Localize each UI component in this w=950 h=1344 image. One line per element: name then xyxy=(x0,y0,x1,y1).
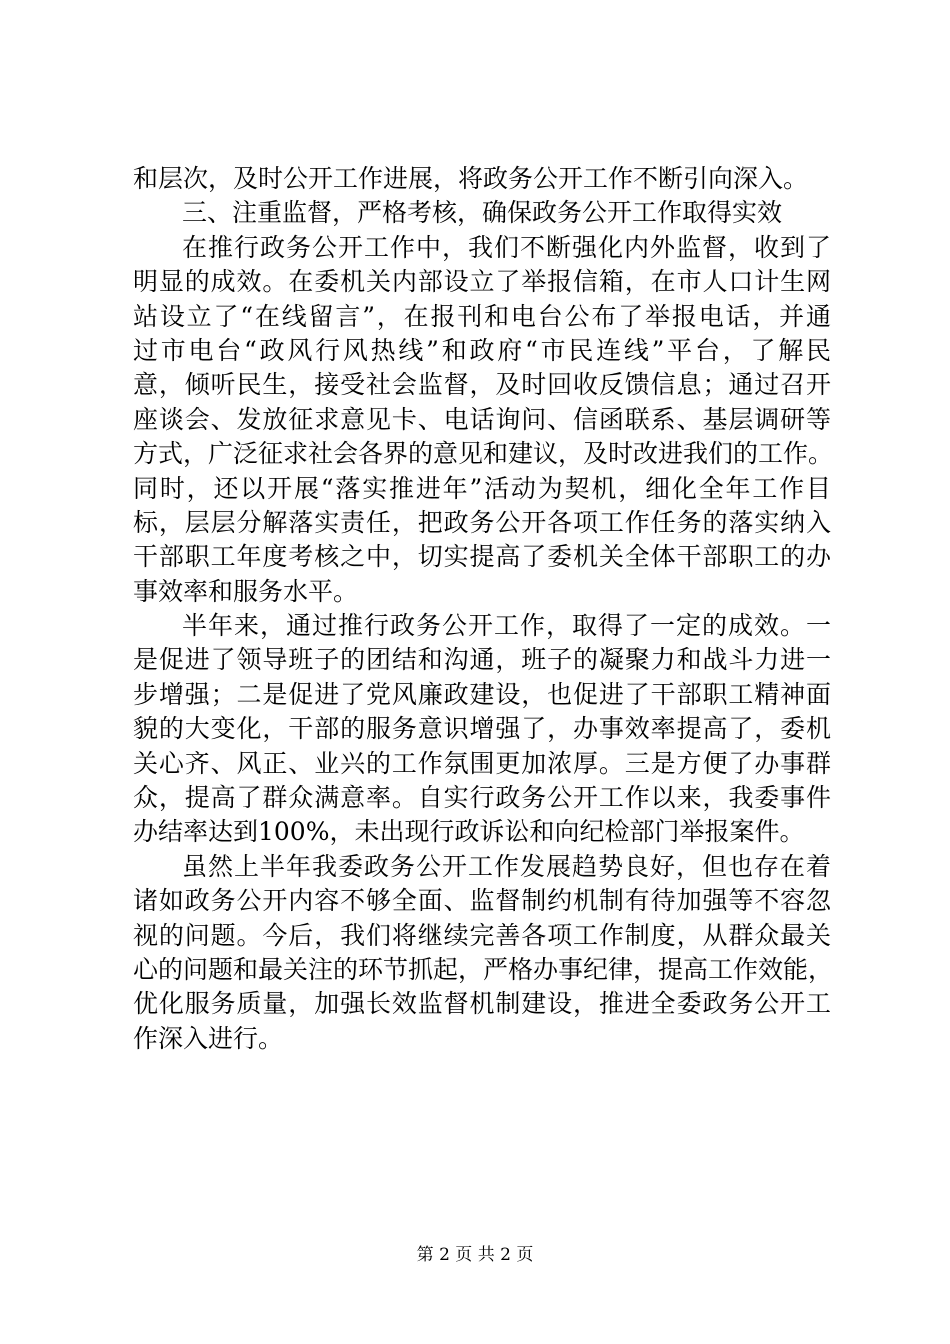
paragraph-line: 站设立了“在线留言”，在报刊和电台公布了举报电话，并通 xyxy=(133,301,831,331)
paragraph-line: 事效率和服务水平。 xyxy=(133,576,359,606)
paragraph-line: 作深入进行。 xyxy=(133,1023,284,1053)
paragraph-line: 步增强；二是促进了党风廉政建设，也促进了干部职工精神面 xyxy=(133,679,831,709)
paragraph-line: 同时，还以开展“落实推进年”活动为契机，细化全年工作目 xyxy=(133,473,831,503)
paragraph-line: 优化服务质量，加强长效监督机制建设，推进全委政务公开工 xyxy=(133,989,831,1019)
paragraph-line: 干部职工年度考核之中，切实提高了委机关全体干部职工的办 xyxy=(133,542,831,572)
paragraph-line: 貌的大变化，干部的服务意识增强了，办事效率提高了，委机 xyxy=(133,714,831,744)
paragraph-line: 在推行政务公开工作中，我们不断强化内外监督，收到了 xyxy=(182,232,831,262)
section-heading: 三、注重监督，严格考核，确保政务公开工作取得实效 xyxy=(182,198,783,228)
paragraph-line: 座谈会、发放征求意见卡、电话询问、信函联系、基层调研等 xyxy=(133,404,831,434)
paragraph-line: 众，提高了群众满意率。自实行政务公开工作以来，我委事件 xyxy=(133,783,831,813)
paragraph-line: 诸如政务公开内容不够全面、监督制约机制有待加强等不容忽 xyxy=(133,886,831,916)
paragraph-line: 是促进了领导班子的团结和沟通，班子的凝聚力和战斗力进一 xyxy=(133,645,831,675)
page-number-label: 第 2 页 共 2 页 xyxy=(416,1245,534,1265)
paragraph-line: 半年来，通过推行政务公开工作，取得了一定的成效。一 xyxy=(182,611,831,641)
page-footer xyxy=(0,1245,950,1265)
paragraph-line: 意，倾听民生，接受社会监督，及时回收反馈信息；通过召开 xyxy=(133,370,831,400)
paragraph-line: 视的问题。今后，我们将继续完善各项工作制度，从群众最关 xyxy=(133,920,831,950)
document-body xyxy=(133,162,834,1056)
paragraph-line: 和层次，及时公开工作进展，将政务公开工作不断引向深入。 xyxy=(133,164,809,193)
paragraph-line: 心的问题和最关注的环节抓起，严格办事纪律，提高工作效能， xyxy=(133,954,834,984)
paragraph-line: 办结率达到100%，未出现行政诉讼和向纪检部门举报案件。 xyxy=(133,817,805,847)
paragraph-line: 关心齐、风正、业兴的工作氛围更加浓厚。三是方便了办事群 xyxy=(133,748,831,778)
paragraph-line: 过市电台“政风行风热线”和政府“市民连线”平台，了解民 xyxy=(133,335,831,365)
paragraph-line: 虽然上半年我委政务公开工作发展趋势良好，但也存在着 xyxy=(182,851,831,881)
paragraph-line: 明显的成效。在委机关内部设立了举报信箱，在市人口计生网 xyxy=(133,267,831,297)
paragraph-line: 标，层层分解落实责任，把政务公开各项工作任务的落实纳入 xyxy=(133,507,831,537)
paragraph-line: 方式，广泛征求社会各界的意见和建议，及时改进我们的工作。 xyxy=(133,439,834,469)
